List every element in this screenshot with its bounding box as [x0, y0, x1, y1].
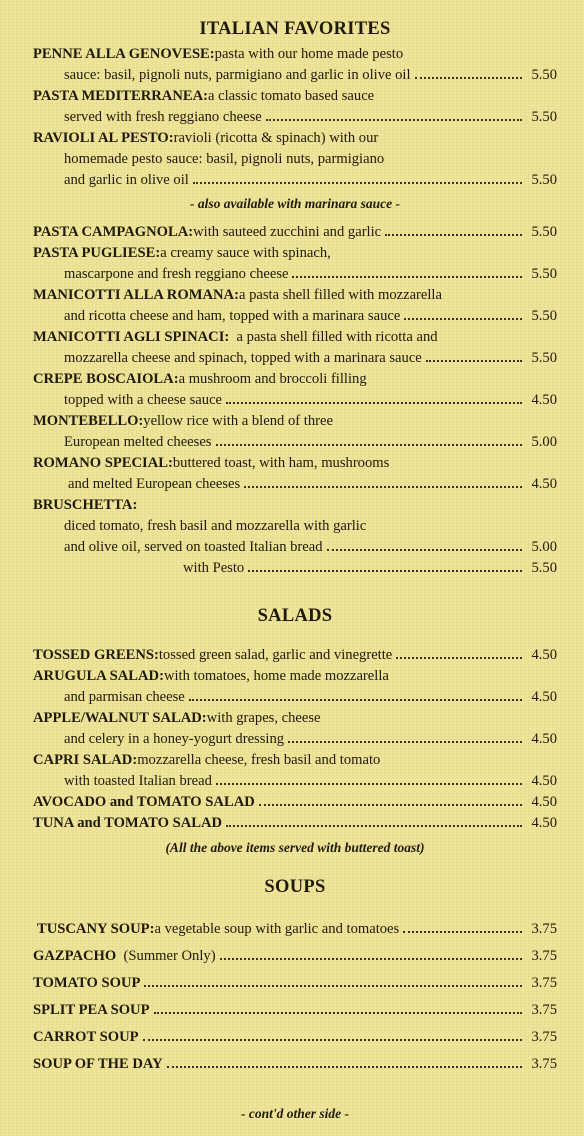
leader-dots	[288, 741, 522, 743]
menu-item-bruschetta	[33, 495, 557, 579]
item-name: ROMANO SPECIAL:	[33, 455, 173, 471]
item-name: MANICOTTI ALLA ROMANA:	[33, 287, 239, 303]
item-name: TUSCANY SOUP:	[37, 921, 155, 937]
item-desc: and celery in a honey-yogurt dressing	[64, 731, 285, 747]
item-desc: mozzarella cheese and spinach, topped with a marinara sauce	[64, 350, 422, 366]
item-name: MONTEBELLO:	[33, 413, 144, 429]
item-name: TOSSED GREENS:	[33, 647, 159, 663]
item-price: 5.50	[531, 308, 557, 324]
item-price: 5.50	[531, 67, 557, 83]
menu-item-soup-of-the-day	[33, 1051, 557, 1078]
marinara-note: - also available with marinara sauce -	[189, 196, 400, 211]
leader-dots	[220, 958, 522, 960]
menu-item-tomato-soup	[33, 970, 557, 997]
item-price: 3.75	[531, 921, 557, 937]
item-price: 5.00	[531, 539, 557, 555]
item-name: SPLIT PEA SOUP	[33, 1002, 150, 1018]
salads-note: (All the above items served with buttered toast)	[165, 840, 425, 855]
item-desc: tossed green salad, garlic and vinegrette	[158, 647, 393, 663]
menu-item-carrot-soup	[33, 1024, 557, 1051]
leader-dots	[154, 1012, 522, 1014]
item-name: APPLE/WALNUT SALAD:	[33, 710, 207, 726]
leader-dots	[216, 444, 523, 446]
item-desc: yellow rice with a blend of three	[143, 413, 333, 429]
item-desc: diced tomato, fresh basil and mozzarella with garlic	[64, 518, 367, 534]
item-price: 3.75	[531, 1002, 557, 1018]
menu-item-tuscany-soup	[33, 916, 557, 943]
item-desc: with Pesto	[183, 560, 245, 576]
item-price: 4.50	[531, 689, 557, 705]
item-price: 5.50	[531, 172, 557, 188]
item-name: PENNE ALLA GENOVESE:	[33, 46, 215, 62]
item-desc: (Summer Only)	[116, 948, 216, 964]
leader-dots	[403, 931, 522, 933]
item-desc: sauce: basil, pignoli nuts, parmigiano and garlic in olive oil	[64, 67, 411, 83]
item-desc: pasta with our home made pesto	[214, 46, 404, 62]
item-price: 5.00	[531, 434, 557, 450]
menu-item-tuna-tomato-salad	[33, 813, 557, 834]
item-desc: and melted European cheeses	[68, 476, 241, 492]
item-price: 5.50	[531, 224, 557, 240]
item-desc: with tomatoes, home made mozzarella	[163, 668, 389, 684]
item-desc: topped with a cheese sauce	[64, 392, 223, 408]
section-title-soups: SOUPS	[264, 877, 326, 897]
leader-dots	[226, 825, 522, 827]
leader-dots	[143, 1039, 522, 1041]
item-name: AVOCADO and TOMATO SALAD	[33, 794, 255, 810]
item-name: RAVIOLI AL PESTO:	[33, 130, 174, 146]
leader-dots	[327, 549, 522, 551]
menu-item-avocado-tomato-salad	[33, 792, 557, 813]
item-desc: a classic tomato based sauce	[208, 88, 375, 104]
item-price: 5.50	[531, 560, 557, 576]
menu-item-tossed-greens	[33, 645, 557, 666]
menu-item-arugula-salad	[33, 666, 557, 708]
item-name: PASTA PUGLIESE:	[33, 245, 161, 261]
item-desc: and olive oil, served on toasted Italian bread	[64, 539, 323, 555]
item-name: PASTA CAMPAGNOLA:	[33, 224, 194, 240]
item-desc: homemade pesto sauce: basil, pignoli nuts, parmigiano	[64, 151, 385, 167]
item-desc: served with fresh reggiano cheese	[64, 109, 262, 125]
menu-item-gazpacho	[33, 943, 557, 970]
item-name: GAZPACHO	[33, 948, 117, 964]
leader-dots	[189, 699, 522, 701]
item-name: TUNA and TOMATO SALAD	[33, 815, 223, 831]
leader-dots	[144, 985, 522, 987]
item-desc: a pasta shell filled with mozzarella	[238, 287, 442, 303]
leader-dots	[167, 1066, 522, 1068]
item-name: CAPRI SALAD:	[33, 752, 138, 768]
item-price: 4.50	[531, 731, 557, 747]
item-desc: a mushroom and broccoli filling	[178, 371, 367, 387]
menu-item-romano-special	[33, 453, 557, 495]
item-desc: European melted cheeses	[64, 434, 212, 450]
leader-dots	[248, 570, 522, 572]
item-price: 4.50	[531, 815, 557, 831]
item-desc: buttered toast, with ham, mushrooms	[172, 455, 390, 471]
section-title-salads: SALADS	[257, 606, 333, 626]
menu-item-capri-salad	[33, 750, 557, 792]
item-name: ARUGULA SALAD:	[33, 668, 164, 684]
leader-dots	[244, 486, 522, 488]
item-desc: with toasted Italian bread	[64, 773, 212, 789]
leader-dots	[404, 318, 522, 320]
menu-item-ravioli-pesto	[33, 128, 557, 191]
leader-dots	[226, 402, 522, 404]
item-price: 4.50	[531, 794, 557, 810]
leader-dots	[216, 783, 522, 785]
leader-dots	[396, 657, 522, 659]
menu-item-pasta-campagnola	[33, 222, 557, 243]
menu-item-pasta-mediterranea	[33, 86, 557, 128]
item-name: TOMATO SOUP	[33, 975, 141, 991]
leader-dots	[385, 234, 522, 236]
item-price: 4.50	[531, 392, 557, 408]
item-desc: with sauteed zucchini and garlic	[193, 224, 382, 240]
item-desc: ravioli (ricotta & spinach) with our	[173, 130, 379, 146]
item-desc: with grapes, cheese	[206, 710, 321, 726]
leader-dots	[266, 119, 522, 121]
menu-item-montebello	[33, 411, 557, 453]
item-desc: and ricotta cheese and ham, topped with a marinara sauce	[64, 308, 401, 324]
leader-dots	[193, 182, 522, 184]
menu-item-penne-genovese	[33, 44, 557, 86]
item-desc: and parmisan cheese	[64, 689, 185, 705]
item-price: 3.75	[531, 975, 557, 991]
item-price: 5.50	[531, 109, 557, 125]
section-title-italian-favorites: ITALIAN FAVORITES	[199, 19, 391, 39]
soups-list	[33, 916, 557, 1078]
item-price: 3.75	[531, 1056, 557, 1072]
item-price: 5.50	[531, 266, 557, 282]
item-name: PASTA MEDITERRANEA:	[33, 88, 209, 104]
leader-dots	[259, 804, 522, 806]
item-desc: mozzarella cheese, fresh basil and tomato	[137, 752, 381, 768]
item-name: CARROT SOUP	[33, 1029, 139, 1045]
menu-item-split-pea-soup	[33, 997, 557, 1024]
item-price: 4.50	[531, 647, 557, 663]
footer-note: - cont'd other side -	[241, 1106, 349, 1121]
item-desc: and garlic in olive oil	[64, 172, 189, 188]
menu-item-crepe-boscaiola	[33, 369, 557, 411]
menu-item-manicotti-spinaci	[33, 327, 557, 369]
item-name: MANICOTTI AGLI SPINACI:	[33, 329, 230, 345]
menu-item-manicotti-romana	[33, 285, 557, 327]
item-desc: a creamy sauce with spinach,	[160, 245, 331, 261]
item-name: CREPE BOSCAIOLA:	[33, 371, 179, 387]
item-name: BRUSCHETTA:	[33, 497, 138, 513]
menu-item-pasta-pugliese	[33, 243, 557, 285]
item-price: 4.50	[531, 773, 557, 789]
leader-dots	[415, 77, 522, 79]
leader-dots	[292, 276, 522, 278]
item-desc: a vegetable soup with garlic and tomatoes	[154, 921, 400, 937]
item-price: 3.75	[531, 1029, 557, 1045]
item-desc: mascarpone and fresh reggiano cheese	[64, 266, 289, 282]
leader-dots	[426, 360, 522, 362]
item-price: 4.50	[531, 476, 557, 492]
item-price: 5.50	[531, 350, 557, 366]
item-desc: a pasta shell filled with ricotta and	[229, 329, 438, 345]
menu-page	[33, 14, 557, 1124]
item-name: SOUP OF THE DAY	[33, 1056, 163, 1072]
item-price: 3.75	[531, 948, 557, 964]
menu-item-apple-walnut-salad	[33, 708, 557, 750]
